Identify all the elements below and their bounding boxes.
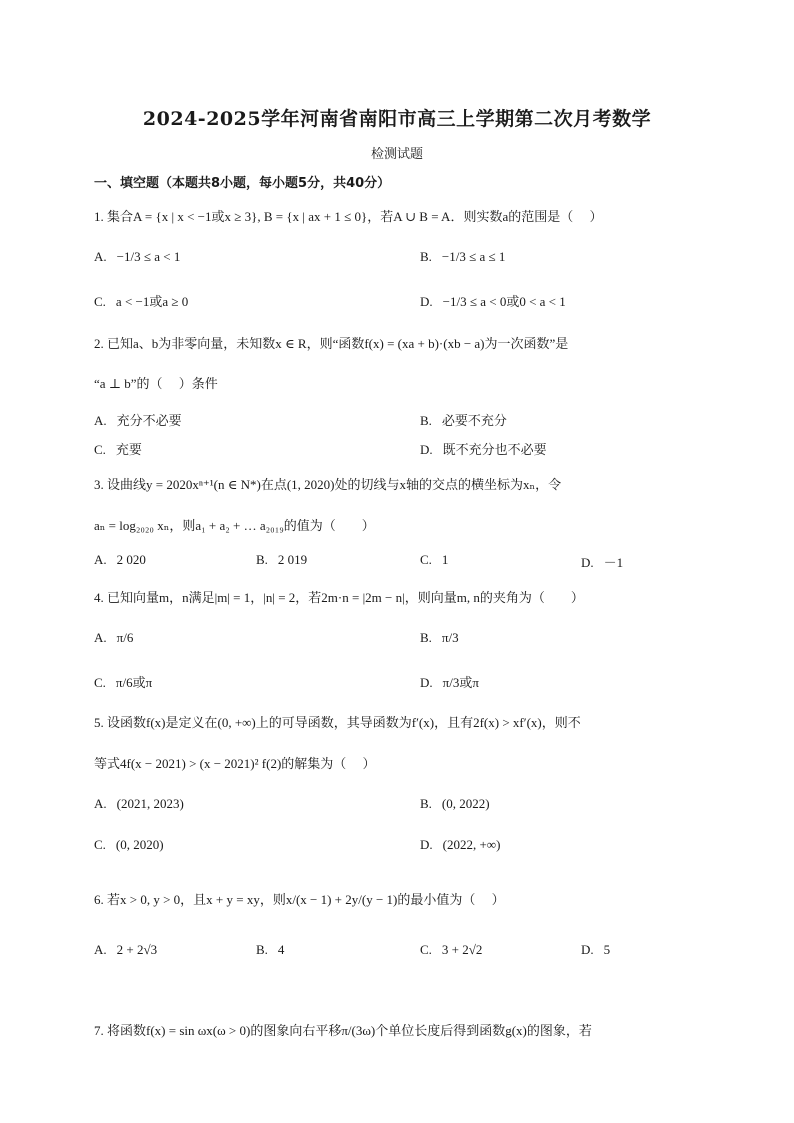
q4-option-d xyxy=(420,672,479,691)
option-text: 充要 xyxy=(115,442,142,457)
option-text: −1/3 ≤ a < 0或0 < a < 1 xyxy=(442,294,566,309)
q2-option-c xyxy=(94,439,142,458)
q1-option-d xyxy=(420,291,566,310)
option-text: π/6 xyxy=(116,630,134,645)
option-label: D. xyxy=(420,675,433,690)
option-label: C. xyxy=(420,942,432,957)
option-label: D. xyxy=(581,942,594,957)
q3-option-b xyxy=(256,552,307,568)
option-label: D. xyxy=(420,442,433,457)
question-5-stem: 5. 设函数f(x)是定义在(0, +∞)上的可导函数，其导函数为f′(x)，且有2f(x) > xf′(x)，则不 xyxy=(94,715,581,730)
option-label: A. xyxy=(94,942,107,957)
option-label: D. xyxy=(420,294,433,309)
question-4-stem: 4. 已知向量m，n满足|m| = 1，|n| = 2，若2m·n = |2m − n|，则向量m, n的夹角为（ ） xyxy=(94,590,584,605)
option-label: C. xyxy=(94,294,106,309)
option-label: B. xyxy=(420,630,432,645)
option-text: 1 xyxy=(441,552,449,567)
page-title: 2024-2025学年河南省南阳市高三上学期第二次月考数学 xyxy=(142,108,652,130)
option-label: A. xyxy=(94,249,107,264)
option-label: C. xyxy=(420,552,432,567)
option-label: A. xyxy=(94,552,107,567)
q5-option-d xyxy=(420,837,500,853)
option-label: D. xyxy=(581,555,594,570)
option-text: 充分不必要 xyxy=(116,413,182,428)
q4-option-a xyxy=(94,630,133,646)
q6-option-a xyxy=(94,942,157,958)
question-5-stem-continued: 等式4f(x − 2021) > (x − 2021)² f(2)的解集为（ ） xyxy=(94,756,376,771)
q5-option-b xyxy=(420,796,490,812)
q2-option-b xyxy=(420,410,507,429)
q3-option-d xyxy=(581,552,623,571)
question-7-stem: 7. 将函数f(x) = sin ωx(ω > 0)的图象向右平移π/(3ω)个单位长度后得到函数g(x)的图象，若 xyxy=(94,1023,592,1038)
option-label: B. xyxy=(256,942,268,957)
q4-option-c xyxy=(94,672,152,691)
option-label: C. xyxy=(94,442,106,457)
q1-option-b xyxy=(420,249,505,265)
option-text: 既不充分也不必要 xyxy=(442,442,547,457)
q3-option-c xyxy=(420,552,448,568)
option-label: B. xyxy=(420,796,432,811)
question-1-stem: 1. 集合A = {x | x < −1或x ≥ 3}, B = {x | ax + 1 ≤ 0}，若A ∪ B = A．则实数a的范围是（ ） xyxy=(94,209,603,224)
question-3-stem: 3. 设曲线y = 2020xⁿ⁺¹(n ∈ N*)在点(1, 2020)处的切线与x轴的交点的横坐标为xₙ，令 xyxy=(94,477,562,492)
section-heading: 一、填空题（本题共8小题，每小题5分，共40分） xyxy=(94,176,391,191)
option-text: －1 xyxy=(603,555,624,570)
q1-option-c xyxy=(94,291,188,310)
page-subtitle: 检测试题 xyxy=(370,147,423,162)
option-text: 4 xyxy=(277,942,285,957)
option-text: a < −1或a ≥ 0 xyxy=(115,294,189,309)
q2-option-a xyxy=(94,410,182,429)
option-text: (2021, 2023) xyxy=(116,796,184,811)
option-text: 2 020 xyxy=(116,552,146,567)
option-text: −1/3 ≤ a < 1 xyxy=(116,249,181,264)
option-text: π/3或π xyxy=(442,675,479,690)
option-text: π/3 xyxy=(441,630,459,645)
option-label: D. xyxy=(420,837,433,852)
option-label: A. xyxy=(94,413,107,428)
option-text: 3 + 2√2 xyxy=(441,942,483,957)
q6-option-d xyxy=(581,942,610,958)
option-label: B. xyxy=(420,413,432,428)
option-text: 必要不充分 xyxy=(441,413,507,428)
q5-option-a xyxy=(94,796,184,812)
question-2-stem: 2. 已知a、b为非零向量，未知数x ∈ R，则“函数f(x) = (xa + b)·(xb − a)为一次函数”是 xyxy=(94,336,569,351)
q5-option-c xyxy=(94,837,164,853)
option-text: π/6或π xyxy=(115,675,153,690)
option-label: B. xyxy=(256,552,268,567)
question-6-stem: 6. 若x > 0, y > 0，且x + y = xy，则x/(x − 1) + 2y/(y − 1)的最小值为（ ） xyxy=(94,892,505,907)
q3-option-a xyxy=(94,552,146,568)
q4-option-b xyxy=(420,630,459,646)
q2-option-d xyxy=(420,439,547,458)
option-text: 2 019 xyxy=(277,552,308,567)
option-label: C. xyxy=(94,675,106,690)
question-3-stem-continued: aₙ = log₂₀₂₀ xₙ，则a₁ + a₂ + … a₂₀₁₉的值为（ ） xyxy=(94,518,375,533)
option-text: 5 xyxy=(603,942,611,957)
option-text: (0, 2020) xyxy=(115,837,164,852)
q1-option-a xyxy=(94,249,180,265)
option-label: C. xyxy=(94,837,106,852)
option-label: A. xyxy=(94,796,107,811)
option-label: A. xyxy=(94,630,107,645)
option-text: (0, 2022) xyxy=(441,796,490,811)
question-2-stem-continued: “a ⊥ b”的（ ）条件 xyxy=(94,376,218,391)
option-label: B. xyxy=(420,249,432,264)
option-text: 2 + 2√3 xyxy=(116,942,158,957)
q6-option-c xyxy=(420,942,482,958)
q6-option-b xyxy=(256,942,284,958)
option-text: (2022, +∞) xyxy=(442,837,501,852)
option-text: −1/3 ≤ a ≤ 1 xyxy=(441,249,506,264)
